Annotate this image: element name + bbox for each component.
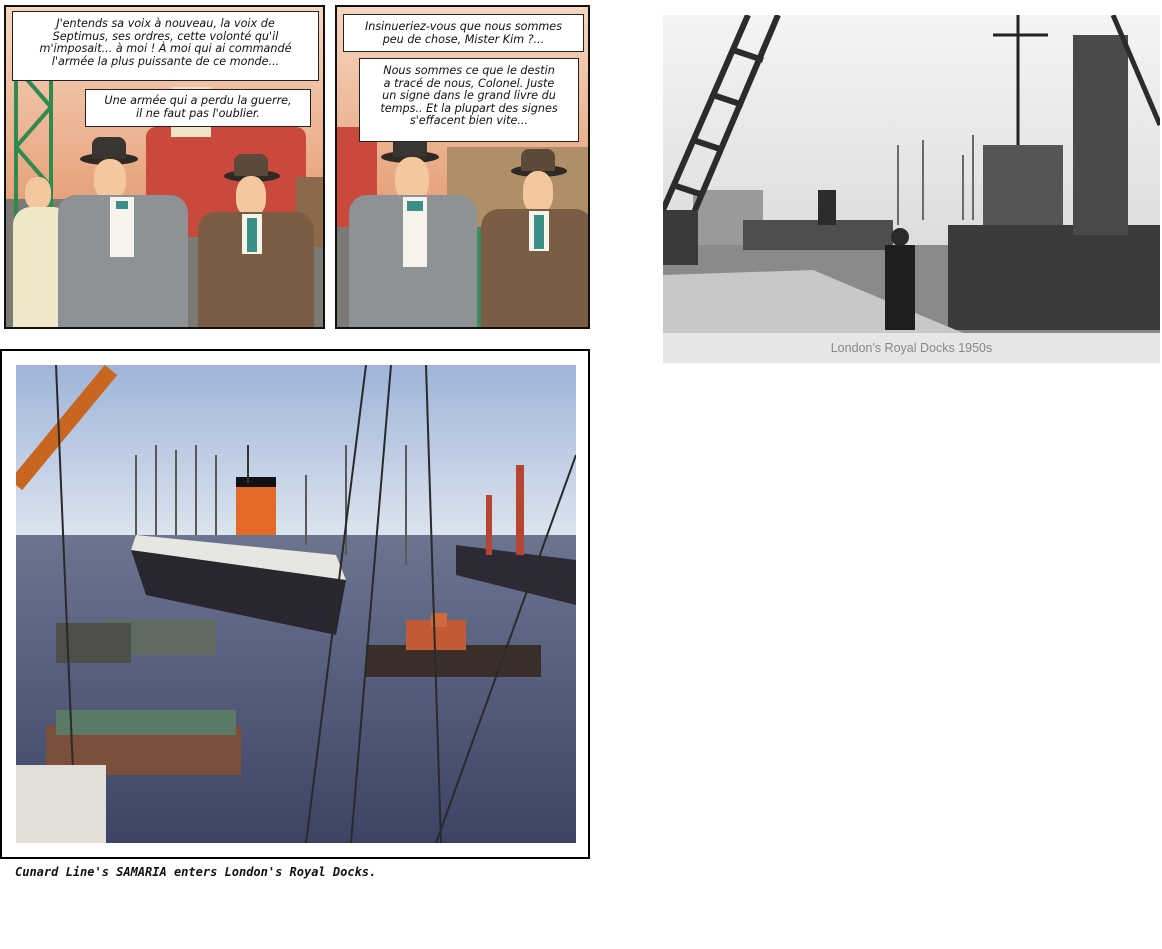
color-photo-frame — [0, 349, 590, 859]
speech-bubble: Insinueriez-vous que nous sommes peu de chose, Mister Kim ?... — [343, 14, 584, 52]
comic-panel-left — [4, 5, 325, 329]
speech-bubble: Nous sommes ce que le destin a tracé de nous, Colonel. Juste un signe dans le grand livre du temps.. Et la plupart des signes s'effacent bien vite... — [359, 58, 579, 142]
color-photo-royal-docks — [16, 365, 576, 843]
comic-panel-right — [335, 5, 590, 329]
speech-bubble: J'entends sa voix à nouveau, la voix de Septimus, ses ordres, cette volonté qu'il m'imposait... à moi ! À moi qui ai commandé l'armée la plus puissante de ce monde... — [12, 11, 319, 81]
bw-photo-caption: London's Royal Docks 1950s — [663, 333, 1160, 363]
color-photo-caption: Cunard Line's SAMARIA enters London's Royal Docks. — [15, 865, 377, 879]
speech-bubble: Une armée qui a perdu la guerre, il ne faut pas l'oublier. — [85, 89, 311, 127]
bw-photo-royal-docks — [663, 15, 1160, 333]
